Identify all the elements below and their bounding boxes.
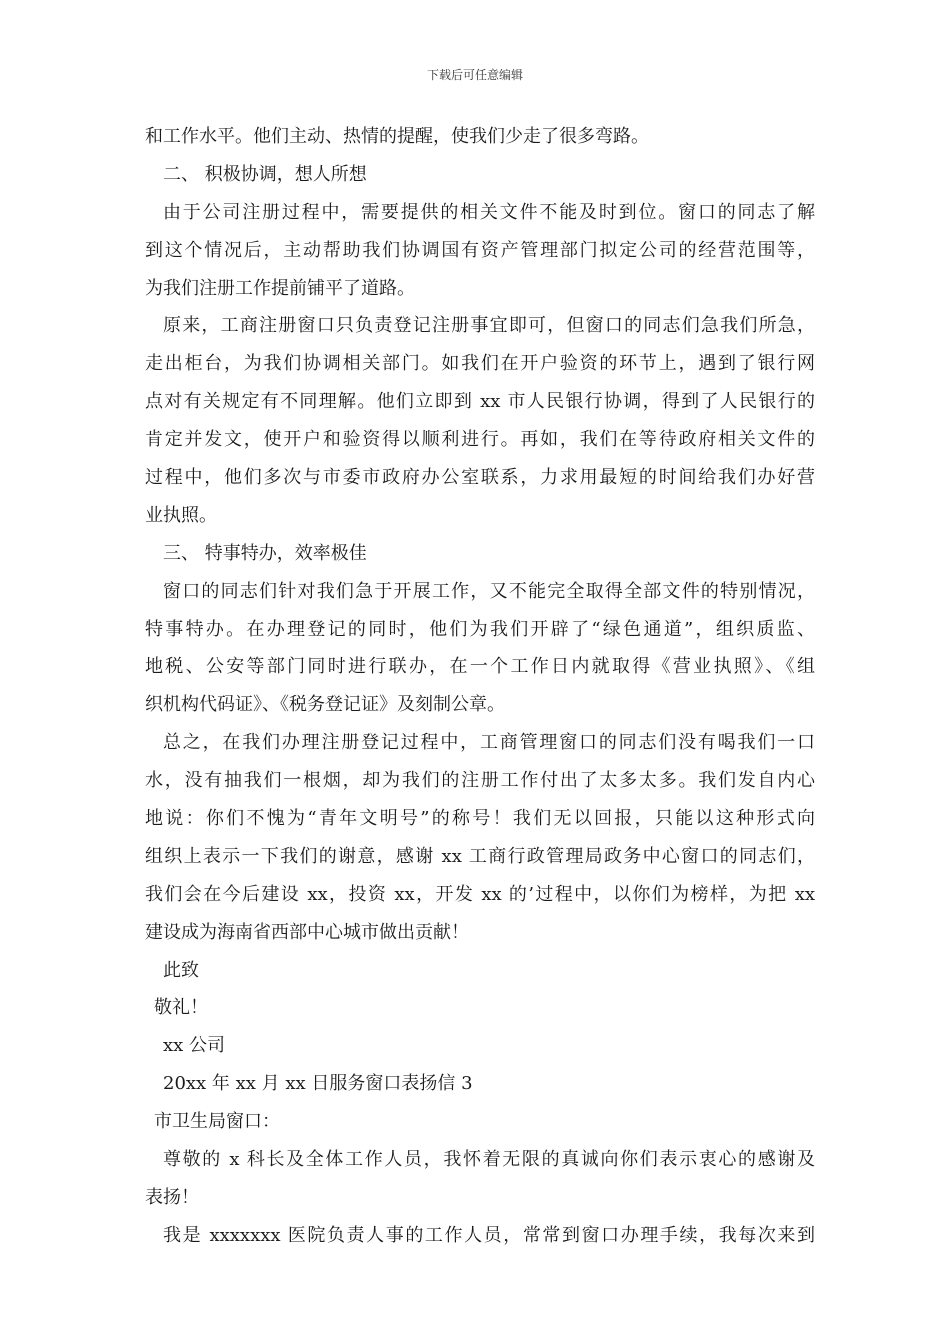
text-line: 我是 xxxxxxx 医院负责人事的工作人员，常常到窗口办理手续，我每次来到	[163, 1224, 815, 1246]
text-line: 窗口的同志们针对我们急于开展工作，又不能完全取得全部文件的特别情况，	[163, 580, 815, 602]
text-line: 我们会在今后建设 xx，投资 xx，开发 xx 的’过程中，以你们为榜样，为把 xx	[145, 883, 815, 905]
text-line: 原来，工商注册窗口只负责登记注册事宜即可，但窗口的同志们急我们所急，	[163, 315, 815, 337]
signature-company: xx 公司	[163, 1035, 226, 1057]
text-line: 表扬！	[145, 1186, 199, 1208]
text-line: 过程中，他们多次与市委市政府办公室联系，力求用最短的时间给我们办好营	[145, 467, 815, 489]
recipient-line: 市卫生局窗口：	[154, 1111, 280, 1133]
text-line: 点对有关规定有不同理解。他们立即到 xx 市人民银行协调，得到了人民银行的	[145, 391, 815, 413]
page-header-note: 下载后可任意编辑	[426, 68, 523, 82]
section-heading: 三、 特事特办，效率极佳	[163, 542, 367, 564]
text-line: 总之，在我们办理注册登记过程中，工商管理窗口的同志们没有喝我们一口	[163, 732, 815, 754]
text-line: 建设成为海南省西部中心城市做出贡献！	[145, 921, 469, 943]
text-line: 肯定并发文，使开户和验资得以顺利进行。再如，我们在等待政府相关文件的	[145, 429, 815, 451]
text-line: 业执照。	[145, 504, 217, 526]
text-line: 和工作水平。他们主动、热情的提醒，使我们少走了很多弯路。	[145, 126, 649, 147]
text-line: 由于公司注册过程中，需要提供的相关文件不能及时到位。窗口的同志了解	[163, 201, 815, 223]
text-line: 地说：你们不愧为“青年文明号”的称号！我们无以回报，只能以这种形式向	[145, 808, 815, 830]
text-line: 地税、公安等部门同时进行联办，在一个工作日内就取得《营业执照》、《组	[145, 656, 815, 678]
text-line: 织机构代码证》、《税务登记证》及刻制公章。	[145, 694, 505, 716]
text-line: 组织上表示一下我们的谢意，感谢 xx 工商行政管理局政务中心窗口的同志们，	[145, 845, 815, 867]
document-body	[145, 118, 815, 1255]
text-line: 水，没有抽我们一根烟，却为我们的注册工作付出了太多太多。我们发自内心	[145, 770, 815, 792]
letter-title: 20xx 年 xx 月 xx 日服务窗口表扬信 3	[163, 1073, 473, 1095]
section-heading: 二、 积极协调，想人所想	[163, 163, 367, 185]
text-line: 走出柜台，为我们协调相关部门。如我们在开户验资的环节上，遇到了银行网	[145, 353, 815, 375]
closing-salutation: 此致	[163, 959, 199, 981]
text-line: 特事特办。在办理登记的同时，他们为我们开辟了“绿色通道”，组织质监、	[145, 618, 815, 640]
closing-regards: 敬礼！	[154, 997, 208, 1019]
text-line: 尊敬的 x 科长及全体工作人员，我怀着无限的真诚向你们表示衷心的感谢及	[163, 1149, 815, 1171]
text-line: 到这个情况后，主动帮助我们协调国有资产管理部门拟定公司的经营范围等，	[145, 239, 815, 261]
text-line: 为我们注册工作提前铺平了道路。	[145, 277, 415, 299]
